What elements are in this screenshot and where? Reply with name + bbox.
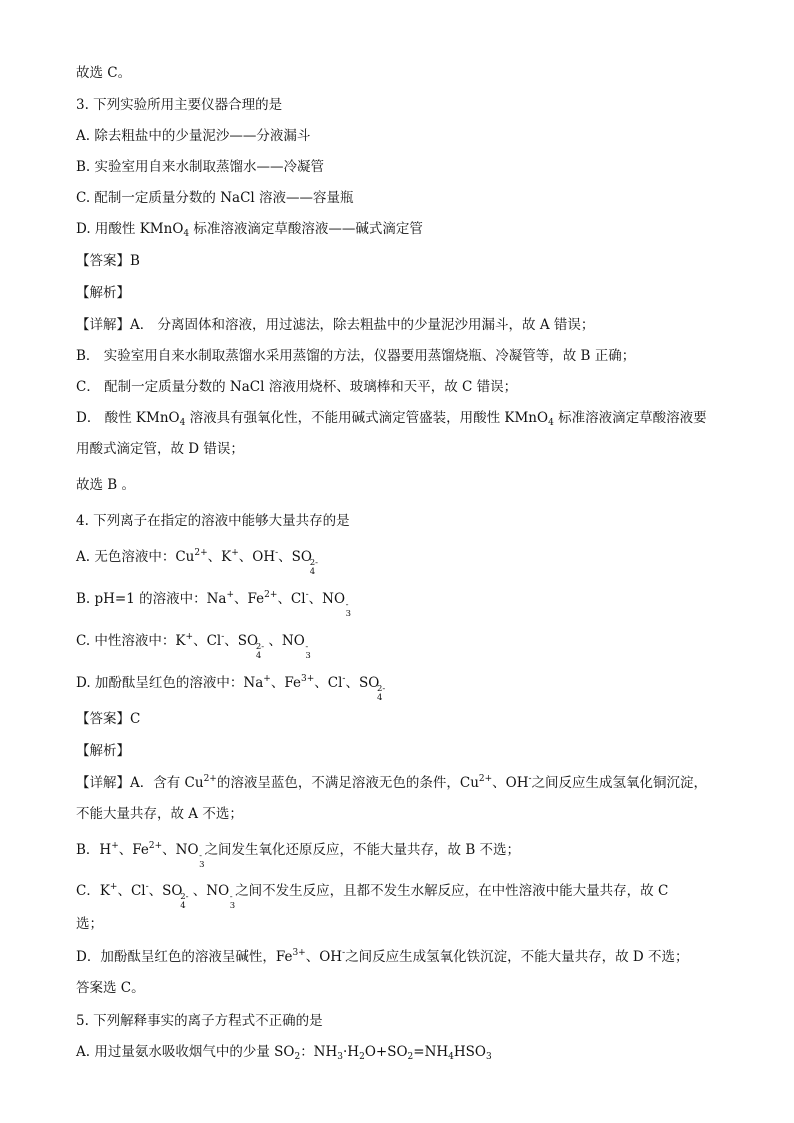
analysis-a [76, 316, 594, 334]
text-fragment: 、OH [238, 549, 276, 565]
text-fragment: - [342, 948, 346, 958]
text-fragment: =NH [413, 1044, 449, 1060]
text-fragment: 标准溶液滴定草酸溶液——碱式滴定管 [189, 221, 423, 237]
text-fragment: 2+ [203, 774, 217, 784]
analysis-d-continued [76, 440, 244, 458]
question-5-option-a [76, 1043, 492, 1061]
text-fragment: + [109, 882, 118, 892]
text-fragment: - [342, 674, 346, 684]
text-fragment: HSO [453, 1044, 486, 1060]
answer-conclusion [76, 476, 135, 494]
text-fragment: 4 [180, 901, 186, 911]
text-fragment: D． 酸性 KMnO [76, 410, 180, 426]
question-3-option-c [76, 189, 354, 207]
text-fragment: 【详解】A． 分离固体和溶液，用过滤法，除去粗盐中的少量泥沙用漏斗，故 A 错误； [76, 317, 595, 333]
text-fragment: 、NO [308, 591, 346, 607]
text-fragment: 之间反应生成氢氧化铜沉淀， [531, 775, 708, 791]
text-fragment: 3 [229, 901, 236, 911]
text-fragment: 4 [255, 651, 262, 661]
analysis-c [76, 378, 517, 396]
text-fragment: 3 [337, 1052, 344, 1062]
text-fragment: 故选 C。 [76, 65, 132, 81]
text-fragment: 不能大量共存，故 A 不选； [76, 806, 243, 822]
analysis-a-continued [76, 805, 243, 823]
text-fragment: - [221, 632, 225, 642]
text-fragment: 、OH [492, 775, 529, 791]
question-3-option-a [76, 127, 310, 145]
text-fragment: 3. 下列实验所用主要仪器合理的是 [76, 97, 283, 113]
text-fragment: 2+ [194, 548, 208, 558]
text-fragment: 、Fe [270, 675, 301, 691]
text-fragment: 、Cl [117, 883, 146, 899]
text-fragment: + [185, 632, 194, 642]
text-fragment: 、SO [148, 883, 183, 899]
question-3-option-b [76, 158, 324, 176]
text-fragment: 5. 下列解释事实的离子方程式不正确的是 [76, 1013, 323, 1029]
text-fragment: 2 [359, 1052, 365, 1062]
text-fragment: 、NO [162, 842, 199, 858]
analysis-c-continued [76, 915, 103, 933]
question-4-option-b [76, 590, 352, 619]
text-fragment: 之间反应生成氢氧化铁沉淀，不能大量共存，故 D 不选； [345, 949, 689, 965]
text-fragment: A. 无色溶液中：Cu [76, 549, 195, 565]
text-fragment: 4 [309, 567, 316, 577]
text-fragment: A. 除去粗盐中的少量泥沙——分液漏斗 [76, 128, 311, 144]
text-fragment: B． 实验室用自来水制取蒸馏水采用蒸馏的方法，仪器要用蒸馏烧瓶、冷凝管等，故 B 正确； [76, 348, 636, 364]
text-fragment: C. 中性溶液中：K [76, 633, 186, 649]
text-fragment: ·H [343, 1044, 360, 1060]
text-fragment: 标准溶液滴定草酸溶液要 [553, 410, 707, 426]
text-fragment: 4 [179, 418, 186, 428]
text-fragment: + [111, 841, 119, 851]
text-fragment: 之间发生氧化还原反应，不能大量共存，故 B 不选； [204, 842, 521, 858]
analysis-b [76, 347, 635, 365]
analysis-c [76, 882, 669, 911]
text-fragment: 、OH [305, 949, 343, 965]
text-fragment: A. 用过量氨水吸收烟气中的少量 SO [76, 1044, 295, 1060]
text-fragment: 、Cl [193, 633, 222, 649]
text-fragment: 、SO [224, 633, 259, 649]
analysis-d [76, 948, 689, 966]
text-fragment: 4 [448, 1052, 454, 1062]
analysis-b [76, 841, 521, 870]
text-fragment: 【解析】 [76, 285, 130, 301]
text-fragment: D．加酚酞呈红色的溶液呈碱性，Fe [76, 949, 293, 965]
text-fragment: 、SO [278, 549, 312, 565]
text-fragment: 之间不发生反应，且都不发生水解反应，在中性溶液中能大量共存，故 C [235, 883, 669, 899]
text-fragment: 2- [309, 558, 318, 568]
text-fragment: B．H [76, 842, 112, 858]
question-4-option-a [76, 548, 318, 577]
text-fragment: 【答案】C [76, 711, 141, 727]
text-fragment: 、NO [264, 633, 305, 649]
text-fragment: 、Fe [118, 842, 149, 858]
text-fragment: 2+ [478, 774, 493, 784]
text-fragment: 溶液具有强氧化性，不能用碱式滴定管盛装，用酸性 KMnO [185, 410, 549, 426]
text-fragment: B. pH=1 的溶液中：Na [76, 591, 227, 607]
text-fragment: - [199, 851, 202, 861]
text-fragment: C． 配制一定质量分数的 NaCl 溶液用烧杯、玻璃棒和天平，故 C 错误； [76, 379, 518, 395]
text-fragment: 3 [199, 860, 205, 870]
text-fragment: 的溶液呈蓝色，不满足溶液无色的条件，Cu [216, 775, 479, 791]
text-fragment: 4 [377, 693, 383, 703]
text-fragment: 4 [183, 229, 190, 239]
analysis-label [76, 284, 130, 302]
answer-conclusion [76, 979, 145, 997]
text-fragment: 【解析】 [76, 743, 130, 759]
text-fragment: D. 加酚酞呈红色的溶液中：Na [76, 675, 264, 691]
question-3-option-d [76, 220, 423, 238]
text-fragment: - [305, 590, 309, 600]
answer-label [76, 710, 140, 728]
analysis-label [76, 742, 130, 760]
text-fragment: 2- [180, 892, 189, 902]
text-fragment: 2 [294, 1052, 301, 1062]
text-fragment: 2 [407, 1052, 414, 1062]
text-fragment: - [145, 882, 149, 892]
text-fragment: 3+ [300, 674, 315, 684]
text-fragment: 、Fe [234, 591, 265, 607]
text-fragment: D. 用酸性 KMnO [76, 221, 184, 237]
text-fragment: 用酸式滴定管，故 D 错误； [76, 441, 244, 457]
analysis-a [76, 774, 707, 792]
text-fragment: ：NH [300, 1044, 338, 1060]
question-4-option-c [76, 632, 311, 661]
text-fragment: 、Cl [314, 675, 343, 691]
text-fragment: 3 [305, 651, 311, 661]
text-fragment: 2- [255, 642, 265, 652]
question-3-stem [76, 96, 282, 114]
text-fragment: 答案选 C。 [76, 980, 145, 996]
text-fragment: + [231, 548, 239, 558]
text-fragment: O+SO [364, 1044, 408, 1060]
text-fragment: 故选 B 。 [76, 477, 136, 493]
text-fragment: 、K [207, 549, 232, 565]
question-4-option-d [76, 674, 386, 703]
text-fragment: 2+ [148, 841, 163, 851]
question-5-stem [76, 1012, 323, 1030]
text-fragment: 3 [345, 609, 352, 619]
answer-label [76, 252, 140, 270]
text-fragment: 、SO [345, 675, 380, 691]
text-fragment: 4. 下列离子在指定的溶液中能够大量共存的是 [76, 513, 350, 529]
text-fragment: 【详解】A．含有 Cu [76, 775, 204, 791]
text-fragment: 、NO [188, 883, 230, 899]
text-fragment: 2- [377, 684, 386, 694]
analysis-d [76, 409, 707, 427]
text-fragment: + [226, 590, 235, 600]
question-4-stem [76, 512, 350, 530]
text-fragment: - [528, 774, 532, 784]
text-fragment: 、Cl [277, 591, 306, 607]
text-fragment: 4 [548, 418, 554, 428]
text-fragment: - [229, 892, 233, 902]
text-fragment: - [305, 642, 309, 652]
text-fragment: 3 [486, 1052, 492, 1062]
text-fragment: 2+ [264, 590, 278, 600]
text-fragment: B. 实验室用自来水制取蒸馏水——冷凝管 [76, 159, 325, 175]
text-fragment: + [263, 674, 271, 684]
text-fragment: 【答案】B [76, 253, 140, 269]
text-fragment: C. 配制一定质量分数的 NaCl 溶液——容量瓶 [76, 190, 354, 206]
text-fragment: - [345, 600, 349, 610]
text-fragment: C．K [76, 883, 110, 899]
text-fragment: 3+ [292, 948, 306, 958]
text-fragment: 选； [76, 916, 103, 932]
answer-conclusion [76, 64, 131, 82]
text-fragment: - [275, 548, 279, 558]
